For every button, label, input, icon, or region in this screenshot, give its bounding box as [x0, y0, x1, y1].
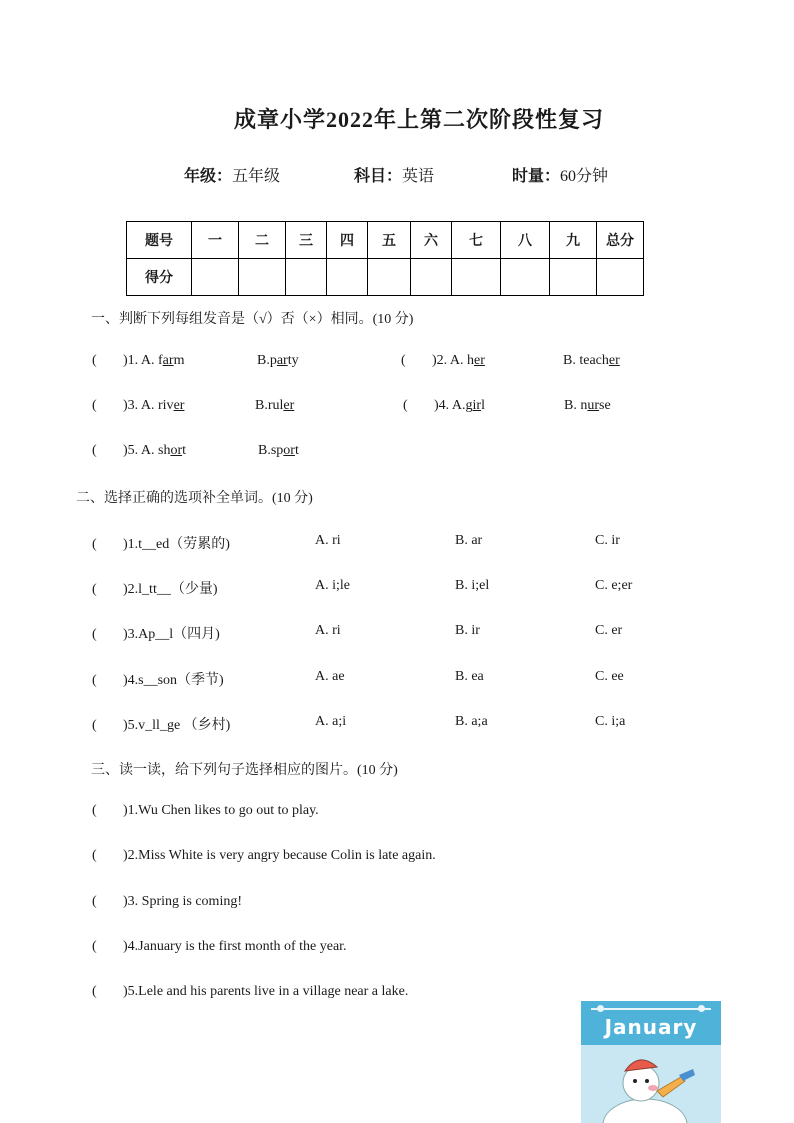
section3-q2 [92, 848, 436, 864]
answer-blank[interactable]: ( [92, 627, 97, 642]
answer-blank[interactable]: ( [92, 443, 97, 458]
word-part: ty [287, 353, 299, 368]
score-cell[interactable] [192, 259, 239, 296]
word-part: B.sp [258, 443, 284, 458]
answer-blank[interactable]: ( [92, 939, 97, 954]
table-cell: 总分 [597, 222, 644, 259]
section1-q1-b [257, 353, 299, 369]
score-cell[interactable] [327, 259, 368, 296]
answer-blank[interactable]: ( [92, 718, 97, 733]
sentence-text: )5.Lele and his parents live in a village near a lake. [123, 984, 409, 999]
answer-blank[interactable]: ( [401, 353, 406, 368]
section1-q4-b [564, 398, 611, 414]
question-text: )3.Ap__l（四月) [123, 627, 220, 642]
section1-q2 [401, 353, 485, 369]
word-part: B. teach [563, 353, 609, 368]
score-table-header-row [127, 222, 644, 259]
word-part: riv [158, 398, 174, 413]
section2-q4 [92, 669, 224, 689]
section1-q3 [92, 398, 184, 414]
option-c: C. ee [595, 669, 624, 684]
word-underlined: er [173, 398, 185, 413]
grade-label: 年级： [184, 168, 233, 185]
word-underlined: er [474, 353, 485, 368]
option-a: A. ri [315, 533, 341, 548]
score-cell[interactable] [368, 259, 411, 296]
word-underlined: ar [276, 353, 288, 368]
table-cell: 二 [239, 222, 286, 259]
score-cell[interactable] [239, 259, 286, 296]
word-part: t [182, 443, 187, 458]
section1-q1 [92, 353, 184, 369]
word-part: B.p [257, 353, 277, 368]
subject-label: 科目： [354, 168, 403, 185]
word-underlined: or [170, 443, 183, 458]
answer-blank[interactable]: ( [403, 398, 408, 413]
snowman-icon [581, 1045, 721, 1123]
sentence-text: )3. Spring is coming! [123, 894, 242, 909]
option-a: A. i;le [315, 578, 350, 593]
option-a: A. ri [315, 623, 341, 638]
question-text: )1.t__ed（劳累的) [123, 537, 230, 552]
section1-q4 [403, 398, 485, 414]
calendar-ring-icon [597, 1005, 604, 1012]
word-part: h [467, 353, 474, 368]
section1-q5 [92, 443, 186, 459]
section1-q5-b [258, 443, 299, 459]
answer-blank[interactable]: ( [92, 398, 97, 413]
section3-q4 [92, 939, 347, 955]
word-underlined: ar [162, 353, 174, 368]
word-underlined: ir [472, 398, 482, 413]
answer-blank[interactable]: ( [92, 984, 97, 999]
section3-q5 [92, 984, 408, 1000]
word-part: g [465, 398, 473, 413]
grade-info [184, 163, 280, 186]
question-number: )4. A. [434, 398, 466, 413]
calendar-header [581, 1001, 721, 1045]
score-cell[interactable] [452, 259, 501, 296]
table-cell: 题号 [127, 222, 192, 259]
table-cell: 一 [192, 222, 239, 259]
option-c: C. i;a [595, 714, 626, 729]
answer-blank[interactable]: ( [92, 803, 97, 818]
sentence-text: )1.Wu Chen likes to go out to play. [123, 803, 319, 818]
time-value: 60分钟 [560, 168, 609, 185]
sentence-text: )4.January is the first month of the year. [123, 939, 347, 954]
question-number: )5. A. [123, 443, 158, 458]
word-part: t [294, 443, 299, 458]
score-table-score-row [127, 259, 644, 296]
option-a: A. ae [315, 669, 345, 684]
table-cell: 三 [286, 222, 327, 259]
word-part: l [481, 398, 485, 413]
section2-q3 [92, 623, 220, 643]
word-part: B. n [564, 398, 588, 413]
calendar-month-label: January [604, 1015, 698, 1039]
option-b: B. ir [455, 623, 480, 638]
table-cell: 五 [368, 222, 411, 259]
grade-value: 五年级 [232, 168, 281, 185]
table-cell: 八 [501, 222, 550, 259]
january-calendar-picture [581, 1001, 721, 1123]
option-b: B. ar [455, 533, 483, 548]
word-part: se [599, 398, 611, 413]
question-number: )1. A. [123, 353, 158, 368]
word-part: B.rul [255, 398, 284, 413]
subject-info [354, 163, 434, 186]
section3-q1 [92, 803, 319, 819]
section1-heading: 一、判断下列每组发音是（√）否（×）相同。(10 分) [91, 312, 414, 327]
score-cell[interactable] [597, 259, 644, 296]
word-underlined: or [283, 443, 295, 458]
section2-q5 [92, 714, 230, 734]
section1-q2-b [563, 353, 620, 369]
answer-blank[interactable]: ( [92, 353, 97, 368]
time-label: 时量： [512, 168, 561, 185]
section3-heading: 三、读一读，给下列句子选择相应的图片。(10 分) [91, 763, 398, 778]
answer-blank[interactable]: ( [92, 894, 97, 909]
table-cell: 四 [327, 222, 368, 259]
section2-q1 [92, 533, 230, 553]
question-number: )3. A. [123, 398, 158, 413]
option-c: C. e;er [595, 578, 633, 593]
subject-value: 英语 [402, 168, 435, 185]
table-cell: 六 [411, 222, 452, 259]
question-text: )2.l_tt__（少量) [123, 582, 218, 597]
answer-blank[interactable]: ( [92, 848, 97, 863]
answer-blank[interactable]: ( [92, 582, 97, 597]
table-cell: 得分 [127, 259, 192, 296]
word-underlined: er [608, 353, 620, 368]
sentence-text: )2.Miss White is very angry because Colin is late again. [123, 848, 436, 863]
table-cell: 七 [452, 222, 501, 259]
option-b: B. a;a [455, 714, 488, 729]
word-underlined: ur [587, 398, 600, 413]
score-table [126, 221, 644, 296]
question-text: )5.v_ll_ge （乡村) [123, 718, 231, 733]
calendar-ring-line [591, 1008, 711, 1010]
word-part: f [158, 353, 163, 368]
option-a: A. a;i [315, 714, 347, 729]
section3-q3 [92, 894, 242, 910]
option-c: C. er [595, 623, 623, 638]
section2-q2 [92, 578, 218, 598]
answer-blank[interactable]: ( [92, 537, 97, 552]
word-part: m [173, 353, 185, 368]
score-cell[interactable] [286, 259, 327, 296]
option-b: B. i;el [455, 578, 490, 593]
section2-heading: 二、选择正确的选项补全单词。(10 分) [76, 491, 313, 506]
calendar-ring-icon [698, 1005, 705, 1012]
score-cell[interactable] [501, 259, 550, 296]
score-cell[interactable] [550, 259, 597, 296]
answer-blank[interactable]: ( [92, 673, 97, 688]
option-c: C. ir [595, 533, 620, 548]
question-text: )4.s__son（季节) [123, 673, 224, 688]
section1-q3-b [255, 398, 294, 414]
word-underlined: er [283, 398, 295, 413]
word-part: sh [158, 443, 171, 458]
option-b: B. ea [455, 669, 484, 684]
score-cell[interactable] [411, 259, 452, 296]
question-number: )2. A. [432, 353, 467, 368]
page-title: 成章小学2022年上第二次阶段性复习 [233, 107, 604, 132]
time-info [512, 163, 608, 186]
table-cell: 九 [550, 222, 597, 259]
